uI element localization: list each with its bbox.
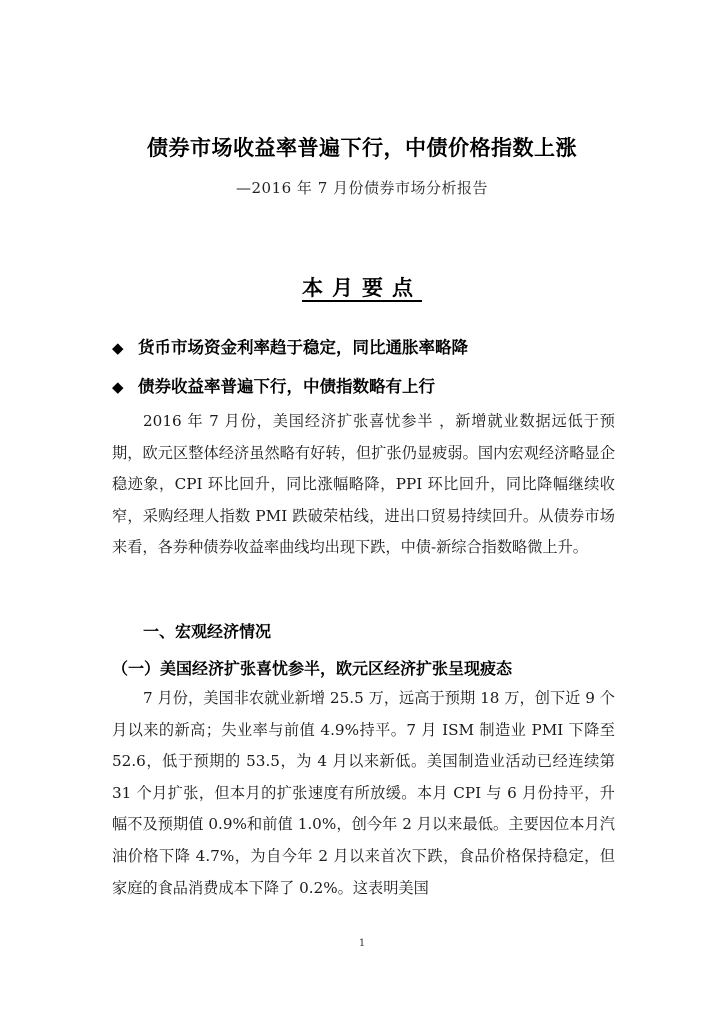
key-points-heading-text: 本月要点 <box>302 276 422 300</box>
us-economy-paragraph: 7 月份，美国非农就业新增 25.5 万，远高于预期 18 万，创下近 9 个月以来的新高；失业率与前值 4.9%持平。7 月 ISM 制造业 PMI 下降至 52.6，低于预期的 53.5，为 4 月以来新低。美国制造业活动已经连续第 31 个月扩张，但本月的扩张速度有所放缓。本月 CPI 与 6 月份持平，升幅不及预期值 0.9%和前值 1.0%，创今年 2 月以来最低。主要因位本月汽油价格下降 4.7%，为自今年 2 月以来首次下跌，食品价格保持稳定，但家庭的食品消费成本下降了 0.2%。这表明美国 <box>112 689 615 897</box>
bullet-text: 债券收益率普遍下行，中债指数略有上行 <box>138 377 435 396</box>
page-number: 1 <box>358 938 366 949</box>
bullet-item <box>112 373 435 397</box>
subsection-heading-us-euro: （一）美国经济扩张喜忧参半，欧元区经济扩张呈现疲态 <box>112 659 513 678</box>
key-points-heading <box>0 272 724 302</box>
section-heading-macro: 一、宏观经济情况 <box>143 622 272 641</box>
diamond-bullet-icon: ◆ <box>112 339 124 357</box>
report-title: 债券市场收益率普遍下行，中债价格指数上涨 <box>147 136 577 160</box>
intro-paragraph: 2016 年 7 月份，美国经济扩张喜忧参半 ，新增就业数据远低于预期，欧元区整体经济虽然略有好转，但扩张仍显疲弱。国内宏观经济略显企稳迹象，CPI 环比回升，同比涨幅略降，PPI 环比回升，同比降幅继续收窄，采购经理人指数 PMI 跌破荣枯线，进出口贸易持续回升。从债券市场来看，各券种债券收益率曲线均出现下跌，中债-新综合指数略微上升。 <box>112 412 615 557</box>
bullet-text: 货币市场资金利率趋于稳定，同比通胀率略降 <box>138 338 468 357</box>
diamond-bullet-icon: ◆ <box>112 378 124 396</box>
report-subtitle: —2016 年 7 月份债券市场分析报告 <box>235 179 489 197</box>
bullet-item <box>112 334 468 358</box>
